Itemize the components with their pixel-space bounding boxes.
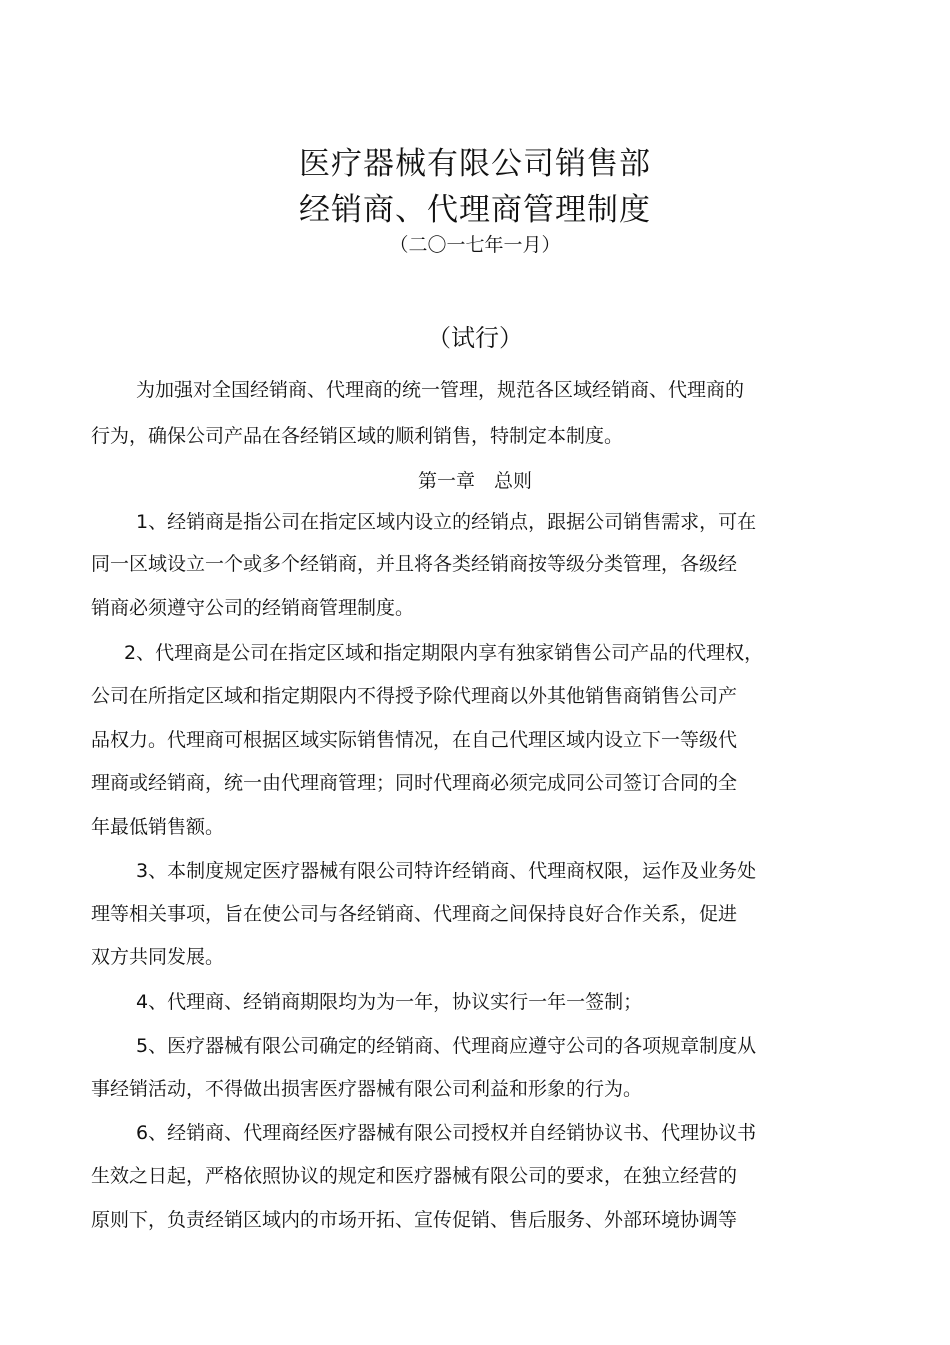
- item6-line-2: 生效之日起，严格依照协议的规定和医疗器械有限公司的要求，在独立经营的: [91, 1165, 738, 1187]
- item2-line-1: 2、代理商是公司在指定区域和指定期限内享有独家销售公司产品的代理权，: [124, 642, 764, 664]
- item2-line-3: 品权力。代理商可根据区域实际销售情况，在自己代理区域内设立下一等级代: [91, 729, 738, 751]
- item2-line-5: 年最低销售额。: [91, 816, 225, 838]
- document-title-line-2: 经销商、代理商管理制度: [299, 192, 651, 228]
- document-trial-status: （试行）: [427, 324, 523, 352]
- intro-line-2: 行为，确保公司产品在各经销区域的顺利销售，特制定本制度。: [91, 425, 624, 447]
- item3-line-1: 3、本制度规定医疗器械有限公司特许经销商、代理商权限，运作及业务处: [136, 860, 757, 882]
- item5-line-2: 事经销活动，不得做出损害医疗器械有限公司利益和形象的行为。: [91, 1078, 643, 1100]
- document-date: （二〇一七年一月）: [389, 234, 561, 256]
- item3-line-3: 双方共同发展。: [91, 946, 225, 968]
- item3-line-2: 理等相关事项，旨在使公司与各经销商、代理商之间保持良好合作关系，促进: [91, 903, 738, 925]
- item5-line-1: 5、医疗器械有限公司确定的经销商、代理商应遵守公司的各项规章制度从: [136, 1035, 757, 1057]
- item2-line-4: 理商或经销商，统一由代理商管理；同时代理商必须完成同公司签订合同的全: [91, 772, 738, 794]
- item4-line-1: 4、代理商、经销商期限均为为一年，协议实行一年一签制；: [136, 991, 643, 1013]
- item6-line-1: 6、经销商、代理商经医疗器械有限公司授权并自经销协议书、代理协议书: [136, 1122, 757, 1144]
- intro-line-1: 为加强对全国经销商、代理商的统一管理，规范各区域经销商、代理商的: [136, 379, 745, 401]
- document-title-line-1: 医疗器械有限公司销售部: [299, 146, 651, 182]
- item1-line-1: 1、经销商是指公司在指定区域内设立的经销点，跟据公司销售需求，可在: [136, 511, 757, 533]
- item2-line-2: 公司在所指定区域和指定期限内不得授予除代理商以外其他销售商销售公司产: [91, 685, 738, 707]
- item1-line-3: 销商必须遵守公司的经销商管理制度。: [91, 597, 415, 619]
- item6-line-3: 原则下，负责经销区域内的市场开拓、宣传促销、售后服务、外部环境协调等: [91, 1209, 738, 1231]
- chapter-heading: 第一章 总则: [417, 470, 532, 492]
- item1-line-2: 同一区域设立一个或多个经销商，并且将各类经销商按等级分类管理，各级经: [91, 553, 738, 575]
